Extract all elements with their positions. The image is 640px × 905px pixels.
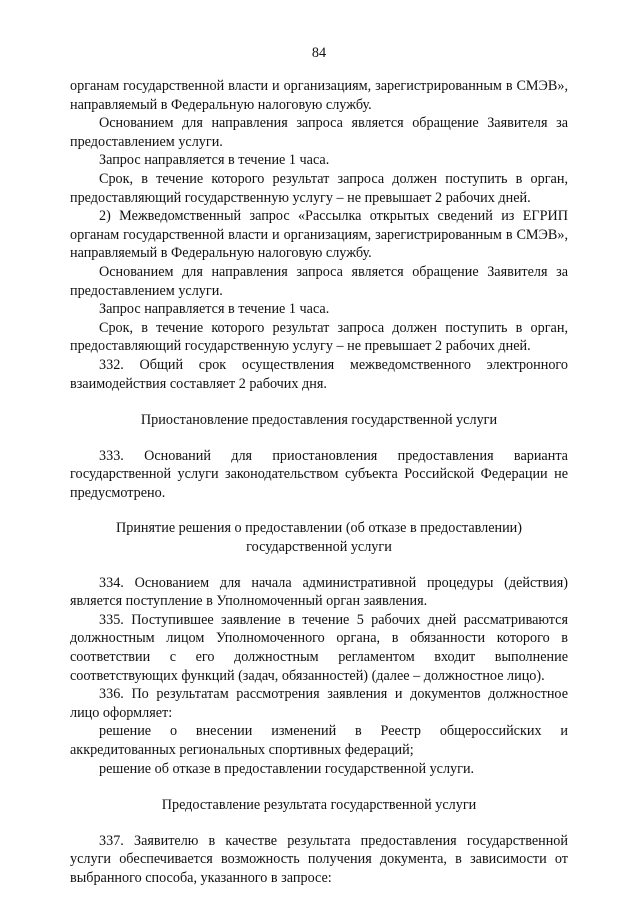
section-heading-suspension: Приостановление предоставления государственной услуги [140,412,498,429]
section-suspension [70,447,568,503]
paragraph: 334. Основанием для начала административной процедуры (действия) является поступление в Уполномоченный орган заявления. [70,574,568,610]
paragraph: 337. Заявителю в качестве результата предоставления государственной услуги обеспечивается возможность получения документа, в зависимости от выбранного способа, указанного в запросе: [70,832,568,886]
paragraph: 335. Поступившее заявление в течение 5 рабочих дней рассматриваются должностным лицом Уполномоченного органа, в обязанности которого в соответствии с его должностным регламентом входит выполнение соответствующих функций (задач, обязанностей) (далее – должностное лицо). [70,611,568,684]
section-interagency-requests [70,77,568,393]
paragraph: органам государственной власти и организациям, зарегистрированным в СМЭВ», направляемый в Федеральную налоговую службу. [70,78,568,113]
paragraph: 336. По результатам рассмотрения заявления и документов должностное лицо оформляет: [70,686,568,721]
section-decision [70,574,568,779]
section-heading-result: Предоставление результата государственной услуги [161,797,477,814]
paragraph: Срок, в течение которого результат запроса должен поступить в орган, предоставляющий государственную услугу – не превышает 2 рабочих дней. [70,170,568,206]
section-heading-decision [70,519,568,556]
paragraph: Запрос направляется в течение 1 часа. [99,301,330,318]
paragraph: Основанием для направления запроса является обращение Заявителя за предоставлением услуги. [70,263,568,299]
paragraph: решение об отказе в предоставлении государственной услуги. [99,760,475,777]
paragraph: 2) Межведомственный запрос «Рассылка открытых сведений из ЕГРИП органам государственной власти и организациям, зарегистрированным в СМЭВ», направляемый в Федеральную налоговую службу. [70,208,568,262]
heading-text: Принятие решения о предоставлении (об отказе в предоставлении) государственной услуги [115,520,523,556]
paragraph: 333. Оснований для приостановления предоставления варианта государственной услуги законодательством субъекта Российской Федерации не предусмотрено. [70,447,568,501]
paragraph: Запрос направляется в течение 1 часа. [99,152,330,169]
section-result [70,832,568,888]
paragraph: решение о внесении изменений в Реестр общероссийских и аккредитованных региональных спортивных федераций; [70,723,568,758]
paragraph: 332. Общий срок осуществления межведомственного электронного взаимодействия составляет 2 рабочих дня. [70,356,568,392]
paragraph: Основанием для направления запроса является обращение Заявителя за предоставлением услуги. [70,115,568,150]
paragraph: Срок, в течение которого результат запроса должен поступить в орган, предоставляющий государственную услугу – не превышает 2 рабочих дней. [70,319,568,355]
page-number: 84 [311,45,327,61]
